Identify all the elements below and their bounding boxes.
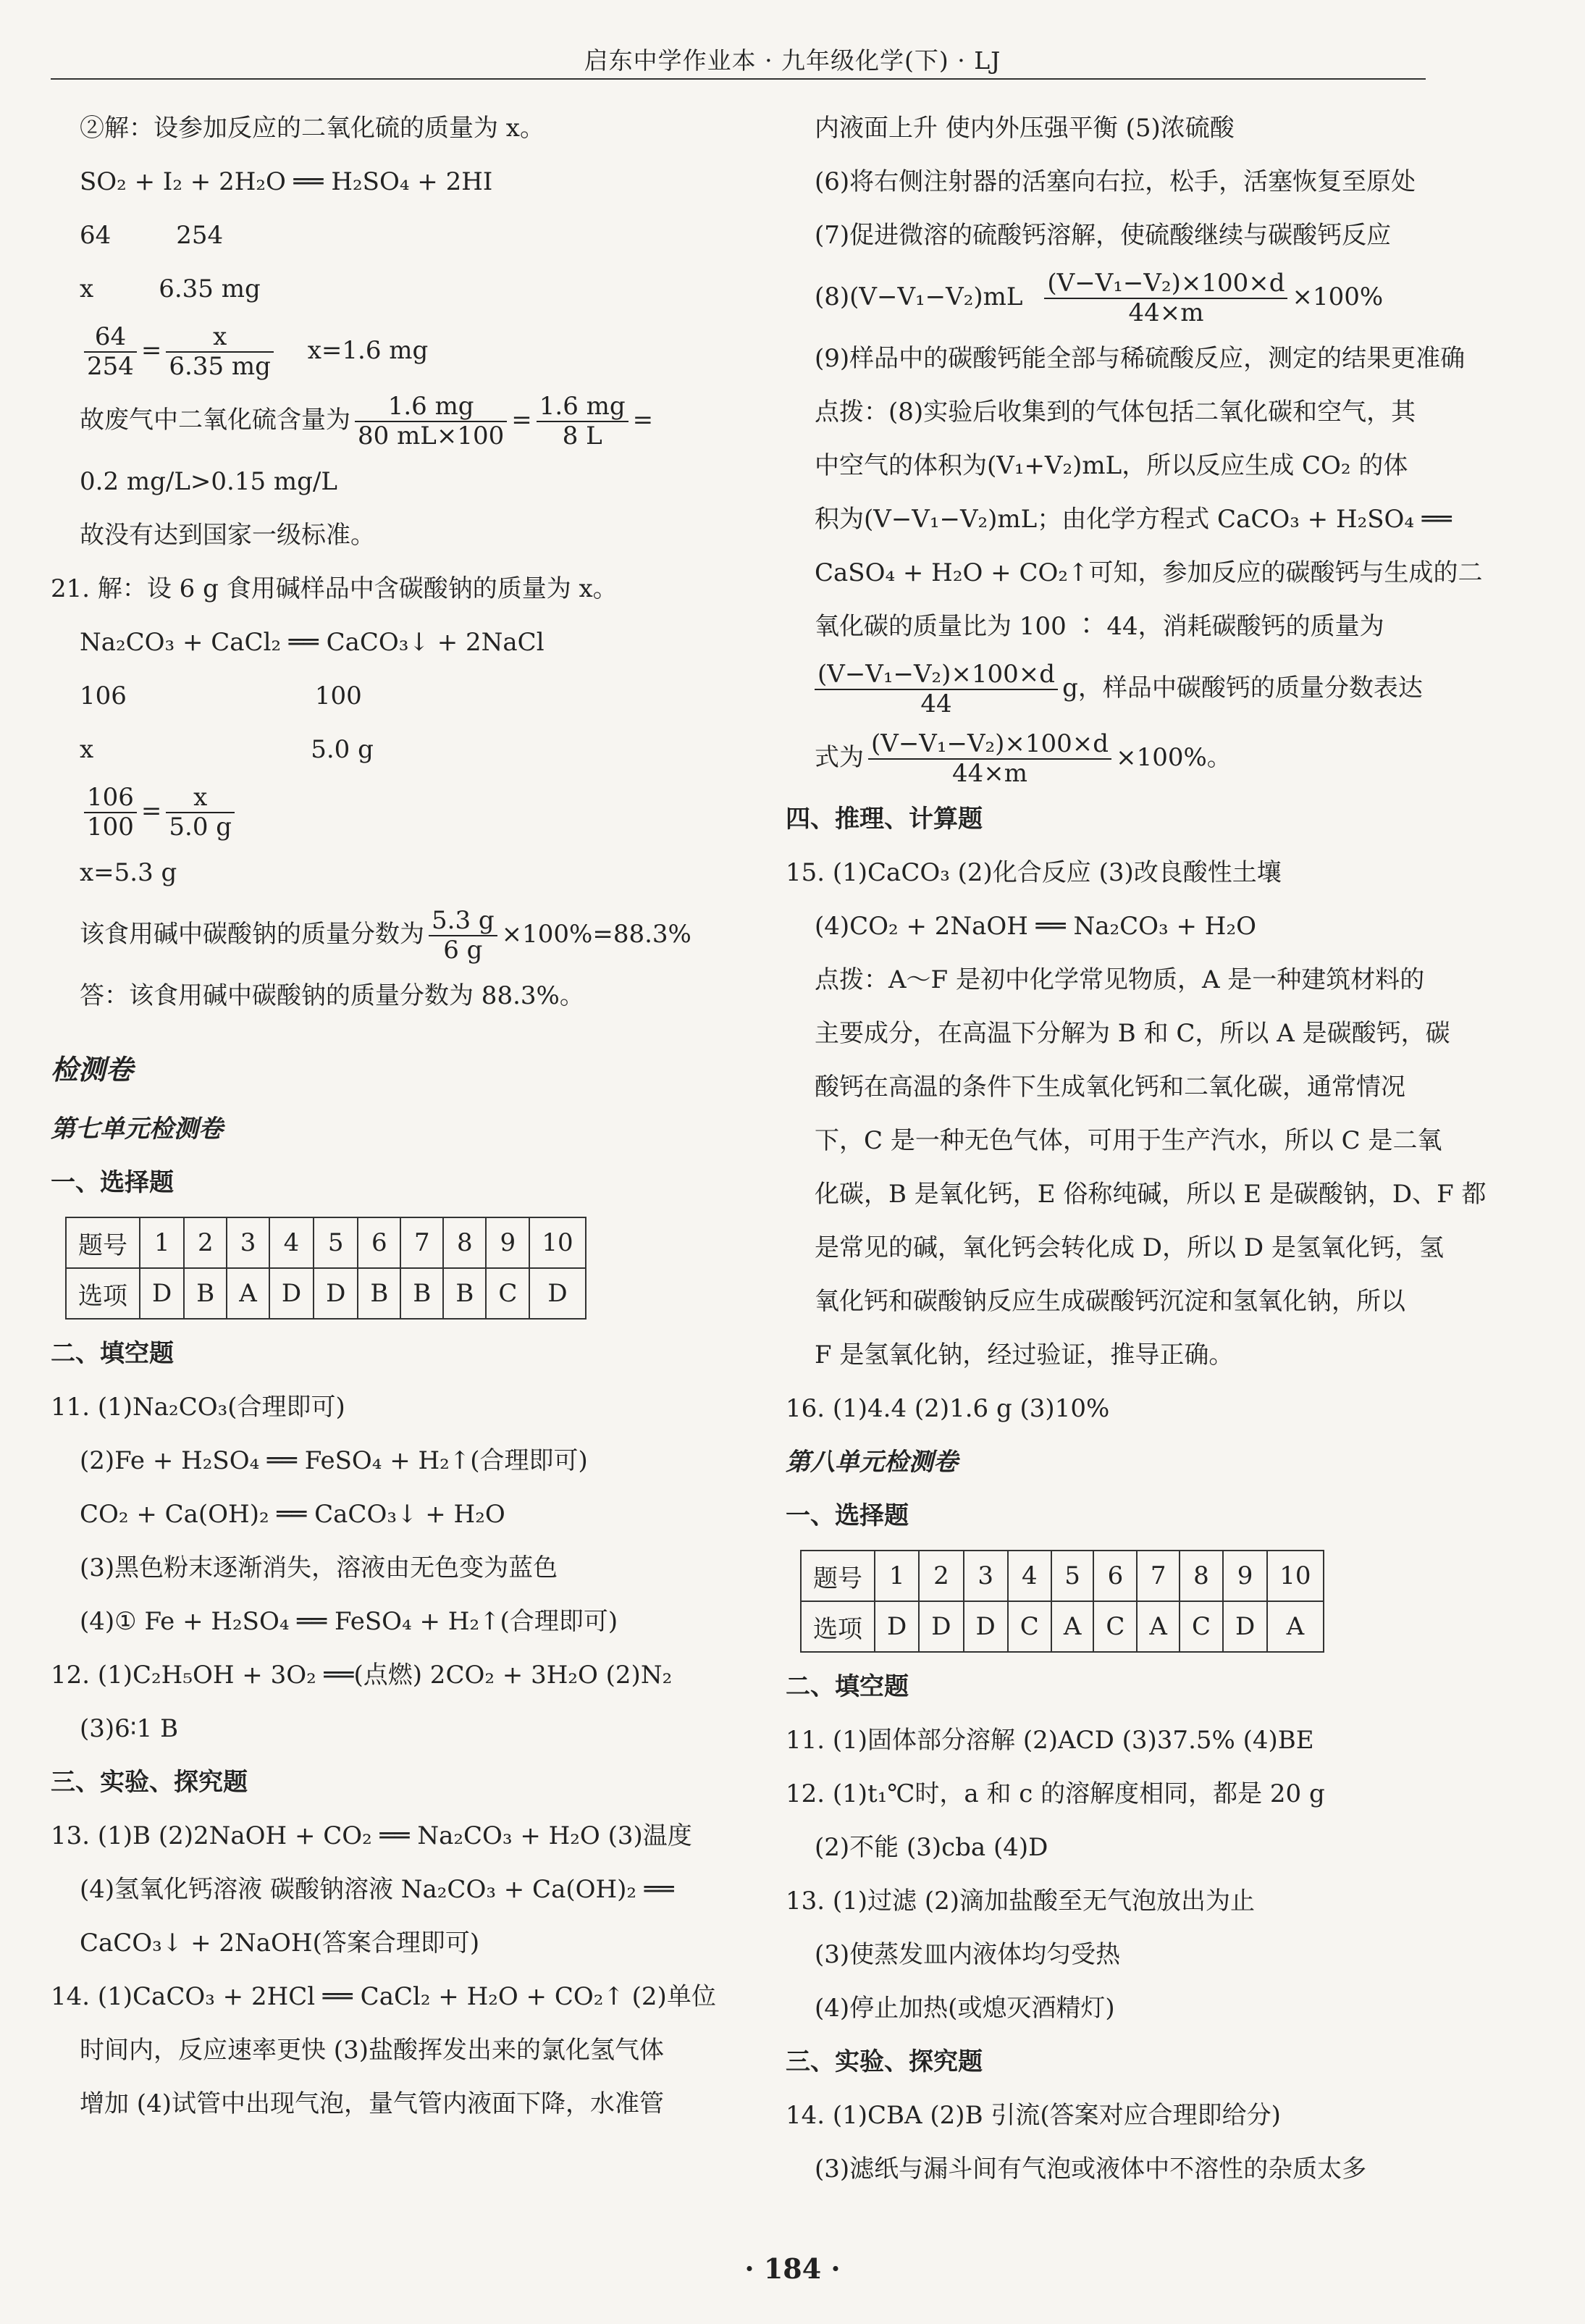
unit8-s2: 二、填空题 (786, 1672, 909, 1701)
q21-equation: Na₂CO₃ + CaCl₂ ══ CaCO₃↓ + 2NaCl (80, 628, 545, 657)
tip2-l2: 酸钙在高温的条件下生成氧化钙和二氧化碳，通常情况 (815, 1073, 1405, 1102)
tip2-l4: 化碳，B 是氧化钙，E 俗称纯碱，所以 E 是碳酸钠，D、F 都 (815, 1180, 1487, 1209)
q20-r2b: 6.35 mg (159, 274, 261, 303)
r-l1: 内液面上升 使内外压强平衡 (5)浓硫酸 (815, 114, 1235, 143)
q20-frac1: $\frac{64}{254}$ (84, 323, 137, 381)
q21-proportion: $\frac{106}{100}$ = $\frac{x}{5.0 g}$ (51, 776, 739, 846)
q20-r2a: x (80, 274, 94, 303)
table-row-header: 题号 1 2 3 4 5 6 7 8 9 10 (801, 1551, 1324, 1601)
unit7-title: 第七单元检测卷 (51, 1115, 223, 1144)
q16: 16. (1)4.4 (2)1.6 g (3)10% (786, 1394, 1110, 1423)
tip2-l0: 点拨：A～F 是初中化学常见物质，A 是一种建筑材料的 (815, 965, 1425, 994)
q20-r1a: 64 (80, 221, 112, 250)
unit7-s1: 一、选择题 (51, 1168, 174, 1197)
r-l5: (9)样品中的碳酸钙能全部与稀硫酸反应，测定的结果更准确 (815, 344, 1466, 373)
tip1-fraction: $\frac{\text{(V−V₁−V₂)×100×d}}{44}$ g，样品中碳酸钙的质量分数表达 (786, 653, 1531, 723)
r-l4: (8)(V−V₁−V₂)mL $\frac{\text{(V−V₁−V₂)×100×d}}{44\times m}$ ×100% (815, 268, 1384, 327)
q13-l1: (4)氢氧化钙溶液 碳酸钠溶液 Na₂CO₃ + Ca(OH)₂ ══ (80, 1875, 674, 1904)
q11-l4: (4)① Fe + H₂SO₄ ══ FeSO₄ + H₂↑(合理即可) (80, 1607, 618, 1636)
page-header: 启东中学作业本 · 九年级化学(下) · LJ (584, 46, 1001, 75)
tip1-l4: 氧化碳的质量比为 100 ∶ 44，消耗碳酸钙的质量为 (815, 612, 1384, 641)
q21-answer: 答：该食用碱中碳酸钠的质量分数为 88.3%。 (80, 981, 584, 1010)
unit8-s1: 一、选择题 (786, 1501, 909, 1530)
q21-fraction-line: 该食用碱中碳酸钠的质量分数为 $\frac{5.3 g}{6 g}$ ×100%=88.3% (80, 905, 691, 965)
tip1-last: 式为 $\frac{\text{(V−V₁−V₂)×100×d}}{44\times m}$ ×100%。 (815, 729, 1232, 788)
table-row-answers: 选项 D B A D D B B B C D (66, 1268, 586, 1319)
q11-l3: (3)黑色粉末逐渐消失，溶液由无色变为蓝色 (80, 1553, 558, 1582)
r-s4: 四、推理、计算题 (786, 805, 983, 834)
r-q12-l1: (2)不能 (3)cba (4)D (815, 1833, 1048, 1862)
r-q14-l1: (3)滤纸与漏斗间有气泡或液体中不溶性的杂质太多 (815, 2155, 1367, 2184)
q20-proportion: $\frac{64}{254}$ = $\frac{x}{6.35 mg}$ x=1.6 mg (51, 316, 739, 385)
q13-l2: CaCO₃↓ + 2NaOH(答案合理即可) (80, 1929, 480, 1958)
unit8-answer-table (800, 1550, 1324, 1653)
tip1-l0: 点拨：(8)实验后收集到的气体包括二氧化碳和空气，其 (815, 398, 1416, 427)
q14-l1: 时间内，反应速率更快 (3)盐酸挥发出来的氯化氢气体 (80, 2036, 664, 2065)
q21-result: x=5.3 g (80, 858, 177, 887)
tip1-l1: 中空气的体积为(V₁+V₂)mL，所以反应生成 CO₂ 的体 (815, 451, 1408, 480)
unit7-s3: 三、实验、探究题 (51, 1768, 248, 1797)
q20-ratio-row (51, 209, 739, 262)
q11-l1: (2)Fe + H₂SO₄ ══ FeSO₄ + H₂↑(合理即可) (80, 1446, 588, 1475)
q11-l0: 11. (1)Na₂CO₃(合理即可) (51, 1393, 345, 1422)
r-q13-l1: (3)使蒸发皿内液体均匀受热 (815, 1940, 1121, 1969)
tip2-l3: 下，C 是一种无色气体，可用于生产汽水，所以 C 是二氧 (815, 1126, 1442, 1155)
q11-l2: CO₂ + Ca(OH)₂ ══ CaCO₃↓ + H₂O (80, 1500, 505, 1529)
q15-l1: (4)CO₂ + 2NaOH ══ Na₂CO₃ + H₂O (815, 912, 1256, 941)
right-column (786, 101, 1531, 2196)
page-number: · 184 · (744, 2252, 841, 2285)
unit7-s2: 二、填空题 (51, 1339, 174, 1368)
r-q12-l0: 12. (1)t₁℃时，a 和 c 的溶解度相同，都是 20 g (786, 1779, 1325, 1808)
q15-l0: 15. (1)CaCO₃ (2)化合反应 (3)改良酸性土壤 (786, 858, 1282, 887)
r-l2: (6)将右侧注射器的活塞向右拉，松手，活塞恢复至原处 (815, 167, 1416, 196)
left-column (51, 101, 739, 2131)
q20-value-row (51, 262, 739, 316)
q20-equation: SO₂ + I₂ + 2H₂O ══ H₂SO₄ + 2HI (80, 167, 493, 196)
r-q13-l2: (4)停止加热(或熄灭酒精灯) (815, 1994, 1115, 2023)
q12-l1: (3)6∶1 B (80, 1714, 179, 1743)
unit8-title: 第八单元检测卷 (786, 1448, 958, 1477)
r-q14-l0: 14. (1)CBA (2)B 引流(答案对应合理即给分) (786, 2101, 1281, 2130)
table-row-answers: 选项 D D D C A C A C D A (801, 1601, 1324, 1652)
r-l3: (7)促进微溶的硫酸钙溶解，使硫酸继续与碳酸钙反应 (815, 221, 1392, 250)
q20-r1b: 254 (176, 221, 224, 250)
q13-l0: 13. (1)B (2)2NaOH + CO₂ ══ Na₂CO₃ + H₂O (3)温度 (51, 1821, 692, 1850)
r-q13-l0: 13. (1)过滤 (2)滴加盐酸至无气泡放出为止 (786, 1887, 1256, 1916)
q21-intro: 21. 解：设 6 g 食用碱样品中含碳酸钠的质量为 x。 (51, 574, 618, 603)
tip2-l1: 主要成分，在高温下分解为 B 和 C，所以 A 是碳酸钙，碳 (815, 1019, 1450, 1048)
section-title: 检测卷 (51, 1053, 134, 1086)
q20-conclusion-b: 0.2 mg/L>0.15 mg/L (80, 467, 337, 496)
r-q11: 11. (1)固体部分溶解 (2)ACD (3)37.5% (4)BE (786, 1726, 1314, 1755)
q20-frac2: $\frac{x}{6.35 mg}$ (166, 323, 274, 381)
q14-l0: 14. (1)CaCO₃ + 2HCl ══ CaCl₂ + H₂O + CO₂↑ (2)单位 (51, 1982, 716, 2011)
q20-conclusion-c: 故没有达到国家一级标准。 (80, 521, 375, 550)
tip2-l5: 是常见的碱，氧化钙会转化成 D，所以 D 是氢氧化钙，氢 (815, 1233, 1444, 1262)
unit7-answer-table (65, 1217, 587, 1320)
tip2-l7: F 是氢氧化钠，经过验证，推导正确。 (815, 1341, 1234, 1369)
tip1-l3: CaSO₄ + H₂O + CO₂↑可知，参加反应的碳酸钙与生成的二 (815, 558, 1483, 587)
q21-value-row: x 5.0 g (80, 735, 374, 764)
q21-ratio-row: 106 100 (80, 681, 362, 710)
header-rule (51, 78, 1426, 80)
unit8-s3: 三、实验、探究题 (786, 2047, 983, 2076)
q12-l0: 12. (1)C₂H₅OH + 3O₂ ══(点燃) 2CO₂ + 3H₂O (2)N₂ (51, 1661, 673, 1690)
q20-intro: ②解：设参加反应的二氧化硫的质量为 x。 (80, 114, 545, 143)
table-row-header: 题号 1 2 3 4 5 6 7 8 9 10 (66, 1217, 586, 1268)
q20-result: x=1.6 mg (307, 336, 429, 365)
q20-conclusion-a: 故废气中二氧化硫含量为 $\frac{1.6 mg}{80 mL\times 100}$ = $\frac{1.6 mg}{8 L}$ = (80, 391, 654, 450)
q14-l2: 增加 (4)试管中出现气泡，量气管内液面下降，水准管 (80, 2089, 664, 2118)
tip1-l2: 积为(V−V₁−V₂)mL；由化学方程式 CaCO₃ + H₂SO₄ ══ (815, 505, 1452, 534)
tip2-l6: 氧化钙和碳酸钠反应生成碳酸钙沉淀和氢氧化钠，所以 (815, 1287, 1405, 1316)
